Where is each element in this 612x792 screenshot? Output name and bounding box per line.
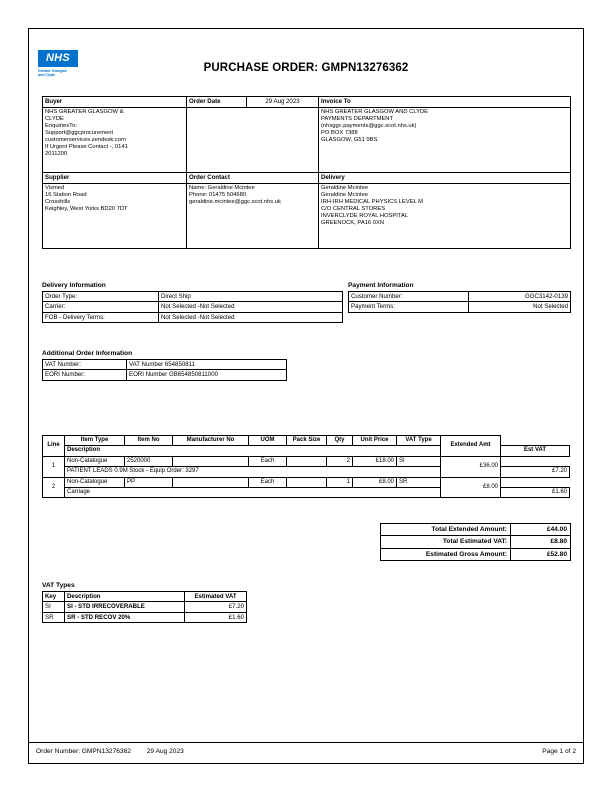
table-row: [381, 524, 571, 536]
order-contact-details: [187, 184, 319, 249]
col-header-item-type: Item Type: [65, 436, 125, 446]
delivery-row-0-label: Order Type:: [43, 292, 159, 302]
col-header-est-vat: Est VAT: [501, 446, 570, 456]
delivery-line-1: Geraldine Mcintee: [321, 192, 369, 198]
table-row: [43, 456, 570, 466]
order-contact-email-link[interactable]: [189, 199, 316, 206]
table-row: [381, 536, 571, 548]
row-1-vat-type: SR: [397, 477, 441, 487]
table-row: [349, 302, 571, 312]
order-contact-name: Name: Geraldine Mcintee: [189, 185, 255, 191]
nhs-logo-mark: NHS: [38, 50, 78, 67]
addl-row-1-value: EORI Number GB654850811000: [127, 370, 287, 380]
buyer-line-2: EnquiriesTo:: [45, 123, 77, 129]
vat-row-0-estimated-vat: £7.20: [185, 602, 247, 612]
footer-divider: [29, 742, 583, 743]
total-2-label: Estimated Gross Amount:: [381, 548, 511, 560]
row-0-vat-type: SI: [397, 456, 441, 466]
supplier-line-2: Crosshills: [45, 199, 71, 205]
vat-row-1-estimated-vat: £1.60: [185, 612, 247, 622]
additional-order-information-table: [42, 359, 287, 381]
row-0-unit-price: £18.00: [353, 456, 397, 466]
invoice-line-3: PO BOX 7388: [321, 130, 358, 136]
buyer-line-1: CLYDE: [45, 116, 64, 122]
order-contact-email[interactable]: geraldine.mcintee@ggc.scot.nhs.uk: [189, 199, 281, 205]
total-0-value: £44.00: [511, 524, 571, 536]
vat-row-1-key: SR: [43, 612, 65, 622]
col-header-line: Line: [43, 436, 65, 457]
delivery-information-heading: Delivery Information: [42, 282, 106, 289]
payment-row-0-value: GGC3142-0139: [469, 292, 571, 302]
table-row: [43, 360, 287, 370]
row-1-qty: 1: [327, 477, 353, 487]
supplier-line-0: Vismed: [45, 185, 65, 191]
col-header-description: Description: [65, 446, 441, 456]
delivery-header: Delivery: [319, 173, 571, 184]
total-2-value: £52.80: [511, 548, 571, 560]
row-1-extended-amt: £8.00: [441, 477, 501, 498]
addl-row-0-label: VAT Number:: [43, 360, 127, 370]
buyer-line-6: 2011200: [45, 151, 68, 157]
delivery-row-1-value: Not Selected -Not Selected: [159, 302, 343, 312]
vat-row-0-key: SI: [43, 602, 65, 612]
delivery-line-2: IRH-IRH MEDICAL PHYSICS LEVEL M: [321, 199, 424, 205]
footer-date: 29 Aug 2023: [146, 748, 184, 755]
payment-row-0-label: Customer Number:: [349, 292, 469, 302]
table-row: [43, 292, 343, 302]
row-0-uom: Each: [249, 456, 287, 466]
table-row: [43, 302, 343, 312]
addl-row-0-value: VAT Number 654850811: [127, 360, 287, 370]
order-date-cell-body: [187, 108, 319, 173]
delivery-information-table: [42, 291, 343, 323]
page-footer: [36, 748, 576, 755]
footer-page-number: Page 1 of 2: [542, 748, 576, 755]
delivery-line-3: C/O CENTRAL STORES: [321, 206, 386, 212]
buyer-address: [43, 108, 187, 173]
page-title: PURCHASE ORDER: GMPN13276362: [203, 62, 409, 74]
delivery-row-0-value: Direct Ship: [159, 292, 343, 302]
supplier-line-1: 16 Station Road: [45, 192, 87, 198]
order-date-value: [247, 97, 319, 108]
row-0-line: 1: [43, 456, 65, 477]
table-row: [43, 477, 570, 487]
col-header-pack-size: Pack Size: [287, 436, 327, 446]
totals-table: [380, 523, 571, 561]
col-header-uom: UOM: [249, 436, 287, 446]
invoice-line-4: GLASGOW, G51 9BS: [321, 137, 378, 143]
table-row: [43, 602, 247, 612]
row-1-uom: Each: [249, 477, 287, 487]
payment-row-1-label: Payment Terms:: [349, 302, 469, 312]
table-row: [381, 548, 571, 560]
vat-types-section: [42, 582, 246, 623]
additional-order-information-heading: Additional Order Information: [42, 350, 133, 357]
delivery-line-0: Geraldine Mcintee: [321, 185, 369, 191]
nhs-logo-subtitle: Greater Glasgow and Clyde: [38, 68, 67, 77]
buyer-header: Buyer: [43, 97, 187, 108]
order-date-text: 29 Aug 2023: [265, 98, 300, 105]
col-header-unit-price: Unit Price: [353, 436, 397, 446]
table-row: [43, 612, 247, 622]
row-0-est-vat: £7.20: [501, 467, 570, 477]
additional-order-information-section: [42, 350, 286, 381]
buyer-line-0: NHS GREATER GLASGOW &: [45, 109, 124, 115]
invoice-line-0: NHS GREATER GLASGOW AND CLYDE: [321, 109, 429, 115]
table-row: [349, 292, 571, 302]
row-0-item-type: Non-Catalogue: [65, 456, 125, 466]
vat-types-heading: VAT Types: [42, 582, 75, 589]
order-contact-phone: Phone: 01475 504680: [189, 192, 247, 198]
invoice-line-1: PAYMENTS DEPARTMENT: [321, 116, 394, 122]
payment-information-heading: Payment Information: [348, 282, 414, 289]
vat-col-header-estimated-vat: Estimated VAT: [185, 592, 247, 602]
footer-order-number: Order Number: GMPN13276362: [36, 748, 131, 755]
vat-col-header-key: Key: [43, 592, 65, 602]
order-date-header: Order Date: [187, 97, 247, 108]
table-row: [43, 312, 343, 322]
table-row: [43, 370, 287, 380]
payment-row-1-value: Not Selected: [469, 302, 571, 312]
col-header-vat-type: VAT Type: [397, 436, 441, 446]
row-1-manufacturer-no: [173, 477, 249, 487]
total-0-label: Total Extended Amount:: [381, 524, 511, 536]
invoice-to-header: Invoice To: [319, 97, 571, 108]
delivery-address: [319, 184, 571, 249]
delivery-row-2-label: FOB - Delivery Terms:: [43, 312, 159, 322]
row-1-unit-price: £8.00: [353, 477, 397, 487]
supplier-header: Supplier: [43, 173, 187, 184]
row-0-item-no: 2520000: [125, 456, 173, 466]
order-contact-header: Order Contact: [187, 173, 319, 184]
row-0-extended-amt: £36.00: [441, 456, 501, 477]
vat-types-table: [42, 591, 247, 623]
invoice-line-2: (nhsggc.payments@ggc.scot.nhs.uk): [321, 123, 417, 129]
row-0-manufacturer-no: [173, 456, 249, 466]
row-1-item-type: Non-Catalogue: [65, 477, 125, 487]
buyer-line-5: If Urgent Please Contact -, 0141: [45, 144, 128, 150]
parties-table: [42, 96, 571, 249]
row-0-description: PATIENT LEADS 0.9M Stock - Equip Order: 3297: [65, 467, 441, 477]
vat-row-1-description: SR - STD RECOV 20%: [65, 612, 185, 622]
delivery-line-4: INVERCLYDE ROYAL HOSPITAL: [321, 213, 409, 219]
total-1-label: Total Estimated VAT:: [381, 536, 511, 548]
vat-col-header-description: Description: [65, 592, 185, 602]
row-1-pack-size: [287, 477, 327, 487]
buyer-line-3: Support@ggcprocurement: [45, 130, 114, 136]
col-header-item-no: Item No: [125, 436, 173, 446]
col-header-qty: Qty: [327, 436, 353, 446]
row-1-description: Carriage: [65, 488, 441, 498]
buyer-line-4: customerservices.zendesk.com: [45, 137, 126, 143]
delivery-information-section: [42, 282, 342, 323]
invoice-to-address: [319, 108, 571, 173]
payment-information-table: [348, 291, 571, 313]
delivery-row-2-value: Not Selected -Not Selected: [159, 312, 343, 322]
row-1-item-no: PP: [125, 477, 173, 487]
line-items-table: [42, 435, 570, 498]
row-0-qty: 2: [327, 456, 353, 466]
supplier-address: [43, 184, 187, 249]
delivery-row-1-label: Carrier:: [43, 302, 159, 312]
total-1-value: £8.80: [511, 536, 571, 548]
delivery-line-5: GREENOCK, PA16 0XN: [321, 220, 385, 226]
vat-row-0-description: SI - STD IRRECOVERABLE: [65, 602, 185, 612]
row-1-line: 2: [43, 477, 65, 498]
addl-row-1-label: EORI Number:: [43, 370, 127, 380]
row-1-est-vat: £1.60: [501, 488, 570, 498]
payment-information-section: [348, 282, 570, 313]
col-header-manufacturer-no: Manufacturer No: [173, 436, 249, 446]
col-header-extended-amt: Extended Amt: [441, 436, 501, 457]
supplier-line-3: Keighley, West Yorks BD20 7DT: [45, 206, 128, 212]
row-0-pack-size: [287, 456, 327, 466]
